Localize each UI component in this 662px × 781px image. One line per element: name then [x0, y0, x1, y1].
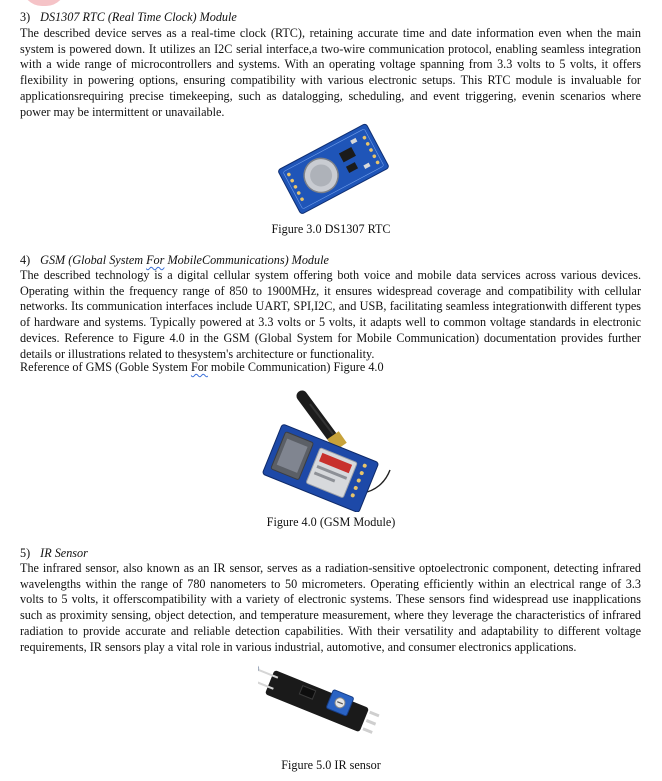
- gsm-reference-line: [20, 360, 384, 375]
- ir-number: 5): [20, 546, 31, 560]
- rtc-paragraph: The described device serves as a real-time clock (RTC), retaining accurate time and date information even when the main system is powered down. It utilizes an I2C serial interface,a two-wire communication protocol, enabling seamless integration with a wide range of microcontrollers and systems. With an operating voltage spanning from 3.3 volts to 5 volts, it offers flexibility in powering options, ensuring compatibility with various electronic setups. This RTC module is invaluable for applicationsrequiring precise timekeeping, such as datalogging, scheduling, and event triggering, evenin scenarios where power may be intermittent or unavailable.: [20, 26, 641, 119]
- gsm-module-image: [250, 384, 395, 512]
- gsm-reference-end: mobile Communication) Figure 4.0: [207, 360, 384, 374]
- ir-heading: [20, 546, 88, 561]
- gsm-reference-start: Reference of GMS (Goble System: [20, 360, 191, 374]
- ir-figure-caption: Figure 5.0 IR sensor: [281, 758, 381, 772]
- ir-title: IR Sensor: [40, 546, 88, 560]
- gsm-title-end: MobileCommunications) Module: [164, 253, 329, 267]
- gsm-heading: [20, 253, 329, 268]
- rtc-title: DS1307 RTC (Real Time Clock) Module: [40, 10, 237, 24]
- ir-paragraph: The infrared sensor, also known as an IR sensor, serves as a radiation-sensitive optoelectronic component, detecting infrared wavelengths within the range of 780 nanometers to 50 micrometers. Operating efficiently within an electrical range of 3.3 volts to 5 volts, it offerscompatibility with a variety of electronic systems. These sensors find widespread use inapplications such as proximity sensing, object detection, and temperature measurement, where they leverage the characteristics of infrared radiation to provide accurate and reliable detection capabilities. With their versatility and adaptability to different voltage requirements, IR sensors play a vital role in various industrial, automotive, and consumer electronics applications.: [20, 561, 641, 654]
- ir-sensor-image: [258, 660, 386, 744]
- gsm-reference-squiggle-word: For: [190, 360, 208, 374]
- rtc-figure-caption: Figure 3.0 DS1307 RTC: [271, 222, 391, 236]
- gsm-paragraph: The described technology is a digital cellular system offering both voice and mobile data services across various devices. Operating within the frequency range of 850 to 1900MHz, it ensures widespread coverage and compatibility with cellular networks. Its communication interfaces include UART, SPI,I2C, and USB, facilitating seamless integrationwith different types of hardware and systems. Typically powered at 3.3 volts or 5 volts, it adapts well to common voltage standards in electronic devices. Reference to Figure 4.0 in the GSM (Global System for Mobile Communication) documentation provides further details or illustrations related to thesystem's architecture or functionality.: [20, 268, 641, 361]
- page-corner-mark: [22, 0, 66, 6]
- gsm-figure-caption: Figure 4.0 (GSM Module): [266, 515, 396, 529]
- gsm-title-squiggle-word: For: [146, 253, 165, 267]
- rtc-module-image: [271, 120, 395, 216]
- gsm-number: 4): [20, 253, 31, 267]
- rtc-number: 3): [20, 10, 31, 24]
- rtc-heading: [20, 10, 237, 25]
- gsm-title-start: GSM (Global System: [40, 253, 147, 267]
